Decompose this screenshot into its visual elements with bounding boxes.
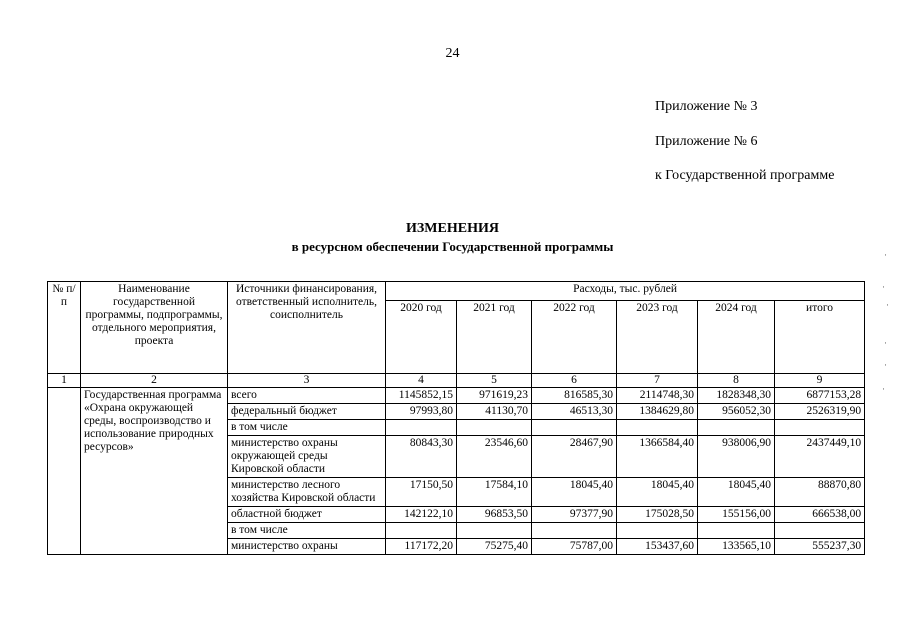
header-year-2021: 2021 год (457, 301, 532, 374)
value-cell: 816585,30 (532, 388, 617, 404)
value-cell: 153437,60 (617, 539, 698, 555)
value-cell: 28467,90 (532, 436, 617, 478)
value-cell: 17150,50 (386, 478, 457, 507)
program-name-cell: Государственная программа «Охрана окружающей среды, воспроизводство и использование природных ресурсов» (81, 388, 228, 555)
source-cell: областной бюджет (228, 507, 386, 523)
source-cell: в том числе (228, 420, 386, 436)
value-cell: 96853,50 (457, 507, 532, 523)
value-cell: 23546,60 (457, 436, 532, 478)
scan-speck: · (884, 360, 887, 370)
value-cell (532, 420, 617, 436)
value-cell: 18045,40 (532, 478, 617, 507)
header-expenses: Расходы, тыс. рублей (386, 282, 865, 301)
header-year-2020: 2020 год (386, 301, 457, 374)
appendix-line-3: к Государственной программе (655, 168, 835, 183)
scan-speck: · (884, 338, 887, 348)
column-number: 4 (386, 374, 457, 388)
appendix-line-1: Приложение № 3 (655, 99, 758, 114)
value-cell: 155156,00 (698, 507, 775, 523)
header-total: итого (775, 301, 865, 374)
value-cell: 1145852,15 (386, 388, 457, 404)
page-number: 24 (445, 46, 460, 61)
value-cell: 46513,30 (532, 404, 617, 420)
row-number-cell (48, 388, 81, 555)
value-cell: 175028,50 (617, 507, 698, 523)
column-number: 8 (698, 374, 775, 388)
column-number: 1 (48, 374, 81, 388)
table-row (48, 388, 865, 404)
value-cell (775, 420, 865, 436)
value-cell: 75787,00 (532, 539, 617, 555)
header-row (48, 282, 865, 301)
document-title: ИЗМЕНЕНИЯ (406, 221, 499, 236)
scan-speck: · (884, 250, 887, 260)
value-cell: 1384629,80 (617, 404, 698, 420)
value-cell (386, 420, 457, 436)
value-cell: 2114748,30 (617, 388, 698, 404)
source-cell: в том числе (228, 523, 386, 539)
value-cell: 971619,23 (457, 388, 532, 404)
source-cell: министерство лесного хозяйства Кировской области (228, 478, 386, 507)
value-cell (775, 523, 865, 539)
header-no: № п/п (48, 282, 81, 374)
value-cell: 555237,30 (775, 539, 865, 555)
value-cell (698, 420, 775, 436)
value-cell: 1366584,40 (617, 436, 698, 478)
source-cell: министерство охраны окружающей среды Кировской области (228, 436, 386, 478)
value-cell (457, 523, 532, 539)
column-number: 2 (81, 374, 228, 388)
value-cell (457, 420, 532, 436)
value-cell (698, 523, 775, 539)
value-cell: 97377,90 (532, 507, 617, 523)
value-cell: 88870,80 (775, 478, 865, 507)
column-numbers-row (48, 374, 865, 388)
value-cell: 80843,30 (386, 436, 457, 478)
column-number: 5 (457, 374, 532, 388)
header-name: Наименование государственной программы, подпрограммы, отдельного мероприятия, проекта (81, 282, 228, 374)
column-number: 7 (617, 374, 698, 388)
value-cell (617, 523, 698, 539)
source-cell: федеральный бюджет (228, 404, 386, 420)
header-year-2022: 2022 год (532, 301, 617, 374)
column-number: 6 (532, 374, 617, 388)
value-cell (532, 523, 617, 539)
value-cell (617, 420, 698, 436)
value-cell: 956052,30 (698, 404, 775, 420)
value-cell: 2437449,10 (775, 436, 865, 478)
value-cell: 117172,20 (386, 539, 457, 555)
value-cell (386, 523, 457, 539)
value-cell: 2526319,90 (775, 404, 865, 420)
value-cell: 18045,40 (617, 478, 698, 507)
header-year-2023: 2023 год (617, 301, 698, 374)
value-cell: 666538,00 (775, 507, 865, 523)
value-cell: 17584,10 (457, 478, 532, 507)
header-source: Источники финансирования, ответственный исполнитель, соисполнитель (228, 282, 386, 374)
value-cell: 142122,10 (386, 507, 457, 523)
resource-table (47, 281, 865, 555)
value-cell: 6877153,28 (775, 388, 865, 404)
value-cell: 75275,40 (457, 539, 532, 555)
document-subtitle: в ресурсном обеспечении Государственной программы (291, 239, 614, 254)
value-cell: 97993,80 (386, 404, 457, 420)
source-cell: всего (228, 388, 386, 404)
scan-speck: · (882, 282, 885, 292)
scan-speck: · (886, 300, 889, 310)
column-number: 3 (228, 374, 386, 388)
appendix-line-2: Приложение № 6 (655, 134, 758, 149)
value-cell: 41130,70 (457, 404, 532, 420)
value-cell: 133565,10 (698, 539, 775, 555)
value-cell: 1828348,30 (698, 388, 775, 404)
value-cell: 938006,90 (698, 436, 775, 478)
scan-speck: · (882, 384, 885, 394)
source-cell: министерство охраны (228, 539, 386, 555)
header-year-2024: 2024 год (698, 301, 775, 374)
column-number: 9 (775, 374, 865, 388)
value-cell: 18045,40 (698, 478, 775, 507)
